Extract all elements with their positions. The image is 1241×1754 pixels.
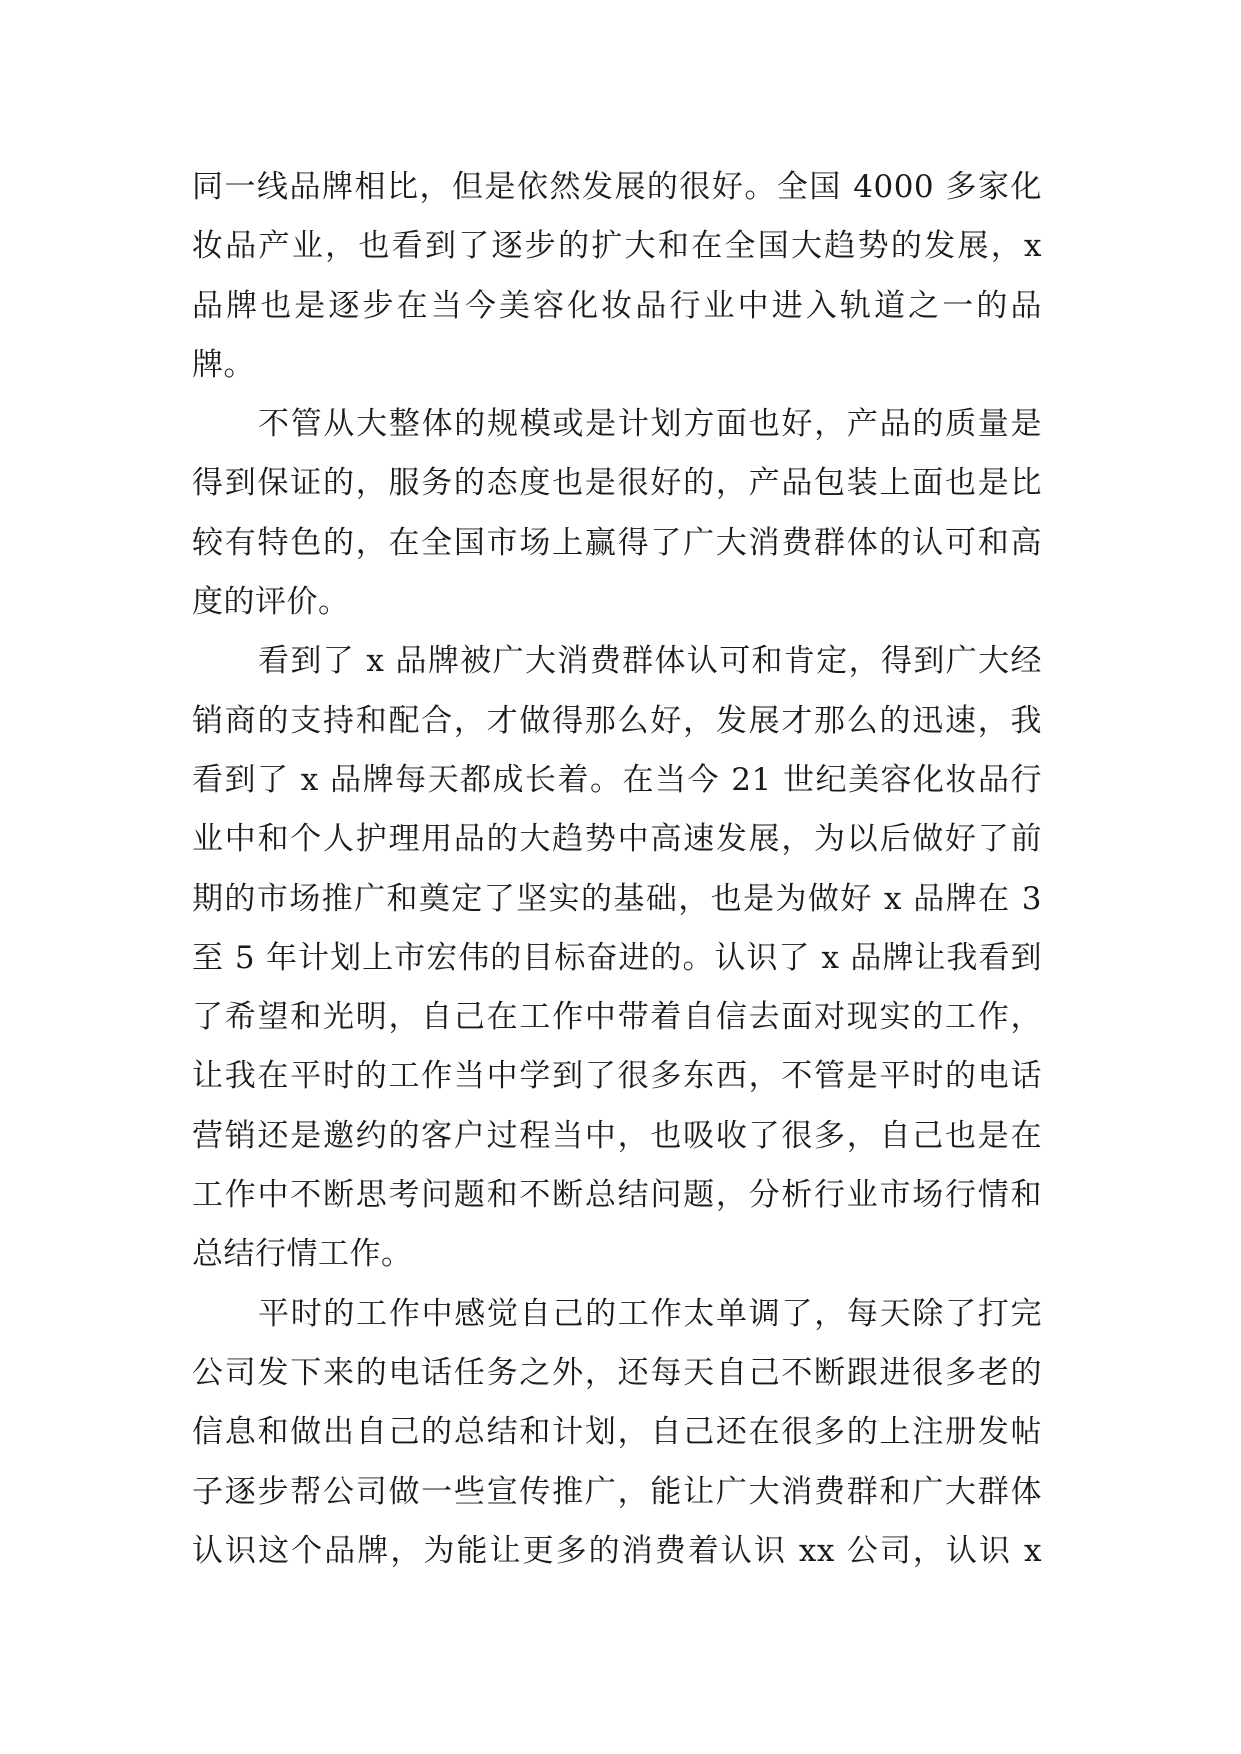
text-line: 营销还是邀约的客户过程当中，也吸收了很多，自己也是在 bbox=[192, 1117, 1042, 1154]
text-line: 工作中不断思考问题和不断总结问题，分析行业市场行情和 bbox=[192, 1177, 1042, 1214]
text-line: 信息和做出自己的总结和计划，自己还在很多的上注册发帖 bbox=[192, 1414, 1042, 1451]
text-line: 公司发下来的电话任务之外，还每天自己不断跟进很多老的 bbox=[192, 1354, 1042, 1391]
text-line: 同一线品牌相比，但是依然发展的很好。全国 4000 多家化 bbox=[192, 169, 1042, 205]
text-line: 子逐步帮公司做一些宣传推广，能让广大消费群和广大群体 bbox=[192, 1473, 1042, 1510]
text-line: 妆品产业，也看到了逐步的扩大和在全国大趋势的发展，x bbox=[192, 228, 1042, 265]
document-body bbox=[192, 158, 1042, 1581]
text-line: 看到了 x 品牌被广大消费群体认可和肯定，得到广大经 bbox=[258, 643, 1042, 680]
text-line: 看到了 x 品牌每天都成长着。在当今 21 世纪美容化妆品行 bbox=[192, 761, 1042, 798]
text-line: 平时的工作中感觉自己的工作太单调了，每天除了打完 bbox=[258, 1295, 1042, 1332]
text-line: 得到保证的，服务的态度也是很好的，产品包装上面也是比 bbox=[192, 465, 1042, 502]
text-line: 度的评价。 bbox=[192, 584, 350, 621]
text-line: 期的市场推广和奠定了坚实的基础，也是为做好 x 品牌在 3 bbox=[192, 880, 1042, 917]
text-line: 总结行情工作。 bbox=[192, 1236, 413, 1273]
text-line: 销商的支持和配合，才做得那么好，发展才那么的迅速，我 bbox=[192, 702, 1042, 739]
paragraph bbox=[192, 1285, 1042, 1581]
text-line: 了希望和光明，自己在工作中带着自信去面对现实的工作， bbox=[192, 999, 1042, 1036]
text-line: 牌。 bbox=[192, 346, 255, 383]
paragraph bbox=[192, 632, 1042, 1284]
text-line: 认识这个品牌，为能让更多的消费着认识 xx 公司，认识 x bbox=[192, 1532, 1042, 1569]
paragraph bbox=[192, 395, 1042, 632]
text-line: 至 5 年计划上市宏伟的目标奋进的。认识了 x 品牌让我看到 bbox=[192, 939, 1042, 976]
text-line: 较有特色的，在全国市场上赢得了广大消费群体的认可和高 bbox=[192, 524, 1042, 561]
text-line: 品牌也是逐步在当今美容化妆品行业中进入轨道之一的品 bbox=[192, 287, 1042, 324]
text-line: 让我在平时的工作当中学到了很多东西，不管是平时的电话 bbox=[192, 1058, 1042, 1095]
text-line: 不管从大整体的规模或是计划方面也好，产品的质量是 bbox=[258, 406, 1042, 443]
text-line: 业中和个人护理用品的大趋势中高速发展，为以后做好了前 bbox=[192, 821, 1042, 858]
paragraph bbox=[192, 158, 1042, 395]
